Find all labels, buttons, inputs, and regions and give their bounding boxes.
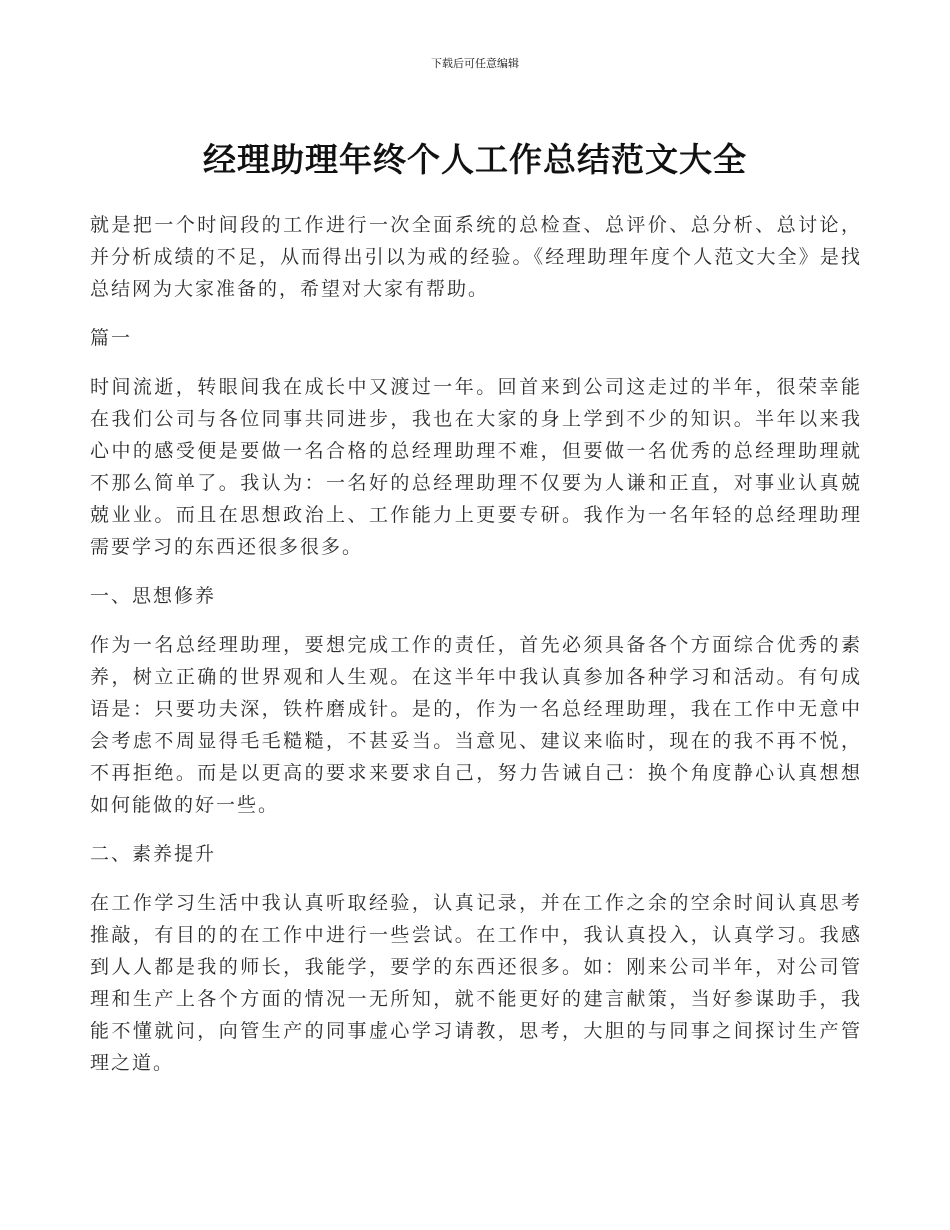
page-header-note: 下载后可任意编辑 xyxy=(431,57,519,70)
intro-paragraph: 就是把一个时间段的工作进行一次全面系统的总检查、总评价、总分析、总讨论，并分析成绩的不足，从而得出引以为戒的经验。《经理助理年度个人范文大全》是找总结网为大家准备的，希望对大家有帮助。 xyxy=(90,214,862,300)
document-body xyxy=(90,209,862,1096)
section-heading-part-one: 篇一 xyxy=(90,327,133,349)
body-paragraph: 时间流逝，转眼间我在成长中又渡过一年。回首来到公司这走过的半年，很荣幸能在我们公司与各位同事共同进步，我也在大家的身上学到不少的知识。半年以来我心中的感受便是要做一名合格的总经理助理不难，但要做一名优秀的总经理助理就不那么简单了。我认为：一名好的总经理助理不仅要为人谦和正直，对事业认真兢兢业业。而且在思想政治上、工作能力上更要专研。我作为一名年轻的总经理助理需要学习的东西还很多很多。 xyxy=(90,376,862,558)
body-paragraph: 在工作学习生活中我认真听取经验，认真记录，并在工作之余的空余时间认真思考推敲，有目的的在工作中进行一些尝试。在工作中，我认真投入，认真学习。我感到人人都是我的师长，我能学，要学的东西还很多。如：刚来公司半年，对公司管理和生产上各个方面的情况一无所知，就不能更好的建言献策，当好参谋助手，我能不懂就问，向管生产的同事虚心学习请教，思考，大胆的与同事之间探讨生产管理之道。 xyxy=(90,892,862,1074)
section-heading-quality: 二、素养提升 xyxy=(90,843,217,865)
section-heading-ideology: 一、思想修养 xyxy=(90,585,217,607)
document-title: 经理助理年终个人工作总结范文大全 xyxy=(203,140,747,179)
body-paragraph: 作为一名总经理助理，要想完成工作的责任，首先必须具备各个方面综合优秀的素养，树立正确的世界观和人生观。在这半年中我认真参加各种学习和活动。有句成语是：只要功夫深，铁杵磨成针。是的，作为一名总经理助理，我在工作中无意中会考虑不周显得毛毛糙糙，不甚妥当。当意见、建议来临时，现在的我不再不悦，不再拒绝。而是以更高的要求来要求自己，努力告诫自己：换个角度静心认真想想如何能做的好一些。 xyxy=(90,634,862,816)
